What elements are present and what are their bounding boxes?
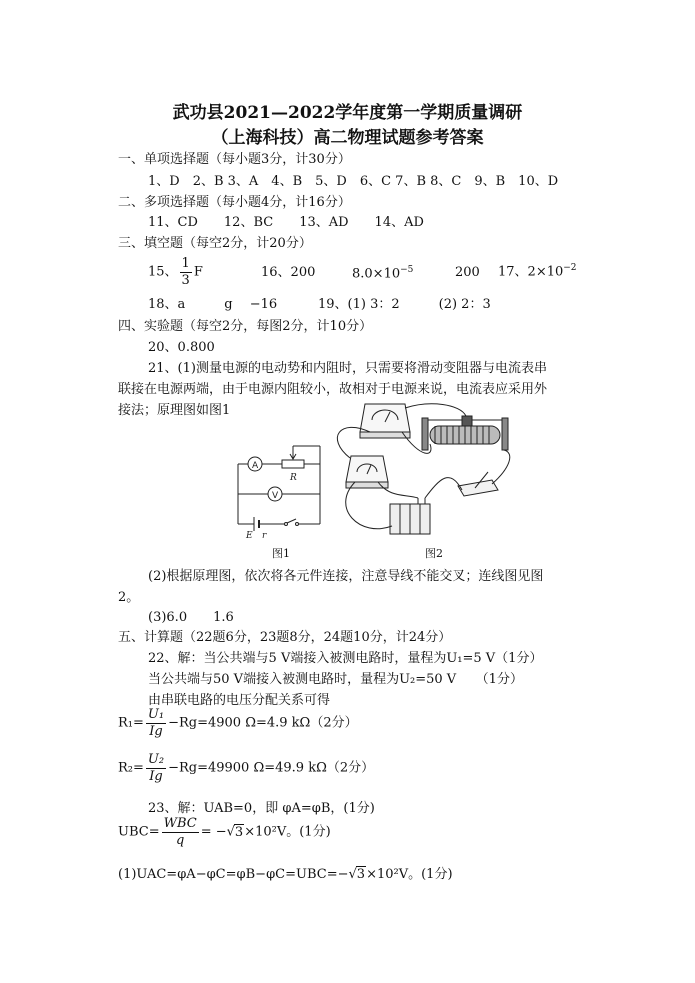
q17-base: 2×10	[527, 264, 564, 280]
uac-equation: (1)UAC=φA−φC=φB−φC=UBC=−√3×10²V。(1分)	[118, 867, 453, 882]
section-4-heading: 四、实验题（每空2分，每图2分，计10分）	[118, 319, 373, 334]
figure-2-wiring	[337, 404, 509, 534]
fig1-resistor-label: R	[290, 473, 297, 483]
section-1-heading: 一、单项选择题（每小题3分，计30分）	[118, 152, 351, 167]
q21-line-1: 21、(1)测量电源的电动势和内阻时，只需要将滑动变阻器与电流表串	[148, 361, 547, 376]
voltmeter-device	[346, 456, 388, 482]
q15-denominator: 3	[181, 272, 190, 288]
fig1-voltmeter-label: V	[272, 491, 279, 501]
q16-answer: 16、200	[261, 265, 316, 280]
r1-fraction	[146, 707, 166, 739]
uac-sqrt-radicand: 3	[356, 867, 366, 882]
q17-exponent: −2	[563, 263, 577, 273]
battery-device	[390, 498, 430, 534]
q21-line-2: 联接在电源两端，由于电源内阻较小，故相对于电源来说，电流表应采用外	[118, 382, 548, 397]
rheostat-device	[422, 416, 508, 450]
ubc-fraction	[162, 816, 199, 848]
title-line-2: （上海科技）高二物理试题参考答案	[211, 128, 484, 148]
q16b-base: 8.0×10	[352, 266, 401, 282]
section-1-answers: 1、D 2、B 3、A 4、B 5、D 6、C 7、B 8、C 9、B 10、D	[148, 174, 559, 189]
r1-denominator: Ig	[149, 723, 163, 739]
fig1-internal-resistance-label: r	[262, 531, 267, 541]
q21-part2-line-1: (2)根据原理图，依次将各元件连接，注意导线不能交叉；连线图见图	[148, 569, 544, 584]
r1-lhs: R₁=	[118, 715, 144, 731]
ammeter-device	[360, 404, 410, 432]
q17-answer	[498, 263, 577, 280]
r2-denominator: Ig	[149, 768, 163, 784]
r1-rhs: −Rg=4900 Ω=4.9 kΩ（2分）	[168, 715, 358, 731]
q21-line-3: 接法；原理图如图1	[118, 403, 231, 418]
uac-lhs: (1)UAC=φA−φC=φB−φC=UBC=−	[118, 867, 349, 882]
circuit-figures	[230, 398, 520, 543]
ubc-equation: UBC= $\frac{\text{WBC}}{q}$ = −√3×10²V。(1分)	[118, 816, 331, 848]
title-line-1: 武功县2021—2022学年度第一学期质量调研	[172, 103, 523, 123]
q22-line-2: 当公共端与50 V端接入被测电路时，量程为U₂=50 V （1分）	[148, 672, 523, 687]
r2-lhs: R₂=	[118, 760, 144, 776]
r2-fraction	[146, 752, 166, 784]
q15-unit: F	[193, 264, 203, 280]
ubc-denominator: q	[175, 832, 185, 848]
q17-label: 17、	[498, 264, 528, 280]
q15-numerator: 1	[181, 256, 190, 271]
ubc-sqrt-radicand: 3	[234, 824, 244, 840]
ubc-rhs: ×10²V。(1分)	[244, 824, 331, 840]
q15-fraction	[180, 256, 192, 288]
q15-line	[148, 256, 203, 288]
figure-1-schematic	[238, 446, 320, 531]
figure-1-caption: 图1	[272, 547, 290, 560]
r1-numerator: U₁	[147, 707, 165, 722]
q16-answer-b	[352, 265, 413, 282]
r2-equation	[118, 752, 374, 784]
r2-rhs: −Rg=49900 Ω=49.9 kΩ（2分）	[168, 760, 375, 776]
section-2-answers: 11、CD 12、BC 13、AD 14、AD	[148, 215, 424, 230]
q22-line-3: 由串联电路的电压分配关系可得	[148, 693, 331, 708]
r2-numerator: U₂	[147, 752, 165, 767]
q21-part3: (3)6.0 1.6	[148, 610, 234, 625]
fig1-emf-label: E	[246, 531, 253, 541]
q23-line-1: 23、解：UAB=0，即 φA=φB，(1分)	[148, 801, 375, 816]
q20-answer: 20、0.800	[148, 340, 215, 355]
figure-2-caption: 图2	[425, 547, 443, 560]
q21-part2-line-2: 2。	[118, 590, 140, 605]
q16b-exponent: −5	[400, 265, 414, 275]
ubc-numerator: WBC	[163, 816, 197, 831]
ubc-mid: = −	[200, 824, 227, 840]
r1-equation	[118, 707, 358, 739]
section-2-heading: 二、多项选择题（每小题4分，计16分）	[118, 195, 351, 210]
q22-line-1: 22、解：当公共端与5 V端接入被测电路时，量程为U₁=5 V（1分）	[148, 651, 543, 666]
q15-label: 15、	[148, 264, 178, 280]
uac-rhs: ×10²V。(1分)	[366, 867, 453, 882]
ubc-lhs: UBC=	[118, 824, 160, 840]
section-3-heading: 三、填空题（每空2分，计20分）	[118, 236, 312, 251]
fig1-ammeter-label: A	[252, 461, 259, 471]
section-5-heading: 五、计算题（22题6分，23题8分，24题10分，计24分）	[118, 630, 452, 645]
q18-answer: 18、a g −16	[148, 297, 278, 312]
q16-answer-c: 200	[455, 265, 480, 280]
q19-answer: 19、(1) 3：2 (2) 2：3	[318, 297, 491, 312]
